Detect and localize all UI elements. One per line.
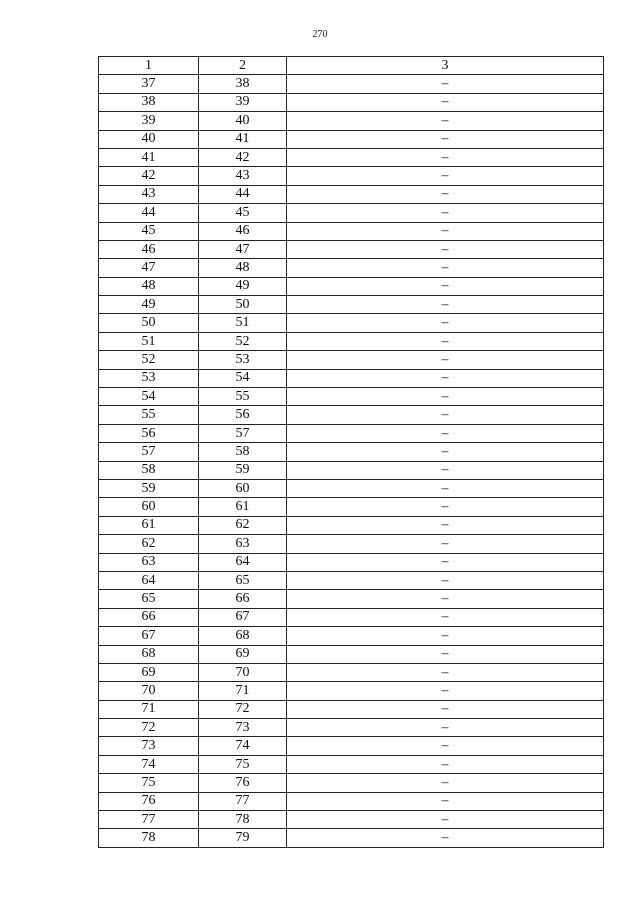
table-cell-col-2: 39 <box>199 93 287 111</box>
table-cell-col-3: – <box>287 792 604 810</box>
table-cell-col-3: – <box>287 351 604 369</box>
table-cell-col-2: 61 <box>199 498 287 516</box>
table-cell-col-1: 38 <box>99 93 199 111</box>
table-cell-col-2: 64 <box>199 553 287 571</box>
table-cell-col-3: – <box>287 185 604 203</box>
table-cell-col-1: 63 <box>99 553 199 571</box>
table-cell-col-2: 47 <box>199 240 287 258</box>
table-cell-col-3: – <box>287 222 604 240</box>
table-body <box>99 75 604 847</box>
table-row <box>99 553 604 571</box>
table-cell-col-2: 60 <box>199 479 287 497</box>
table-row <box>99 719 604 737</box>
table-cell-col-2: 65 <box>199 571 287 589</box>
table-header-row <box>99 57 604 75</box>
table-row <box>99 663 604 681</box>
table-cell-col-1: 52 <box>99 351 199 369</box>
table-cell-col-1: 48 <box>99 277 199 295</box>
table-row <box>99 700 604 718</box>
table-row <box>99 388 604 406</box>
table-row <box>99 222 604 240</box>
table-cell-col-1: 49 <box>99 296 199 314</box>
table-cell-col-2: 58 <box>199 443 287 461</box>
table-cell-col-3: – <box>287 516 604 534</box>
table-row <box>99 148 604 166</box>
table-cell-col-1: 42 <box>99 167 199 185</box>
table-cell-col-2: 67 <box>199 608 287 626</box>
table-cell-col-3: – <box>287 277 604 295</box>
table-cell-col-3: – <box>287 369 604 387</box>
table-cell-col-1: 72 <box>99 719 199 737</box>
table-cell-col-2: 69 <box>199 645 287 663</box>
table-cell-col-2: 42 <box>199 148 287 166</box>
table-cell-col-1: 56 <box>99 424 199 442</box>
table-cell-col-3: – <box>287 663 604 681</box>
table-cell-col-3: – <box>287 479 604 497</box>
table-row <box>99 185 604 203</box>
table-cell-col-1: 62 <box>99 535 199 553</box>
table-cell-col-2: 74 <box>199 737 287 755</box>
table-row <box>99 829 604 847</box>
table-cell-col-2: 70 <box>199 663 287 681</box>
table-row <box>99 571 604 589</box>
table-cell-col-3: – <box>287 829 604 847</box>
table-cell-col-3: – <box>287 571 604 589</box>
table-cell-col-3: – <box>287 535 604 553</box>
table-row <box>99 682 604 700</box>
table-row <box>99 130 604 148</box>
table-row <box>99 608 604 626</box>
table-row <box>99 535 604 553</box>
table-cell-col-1: 54 <box>99 388 199 406</box>
table-cell-col-3: – <box>287 240 604 258</box>
table-cell-col-1: 57 <box>99 443 199 461</box>
table-cell-col-2: 53 <box>199 351 287 369</box>
table-cell-col-3: – <box>287 682 604 700</box>
table-row <box>99 811 604 829</box>
table-cell-col-3: – <box>287 148 604 166</box>
table-cell-col-1: 60 <box>99 498 199 516</box>
table-row <box>99 424 604 442</box>
table-row <box>99 314 604 332</box>
table-cell-col-1: 65 <box>99 590 199 608</box>
table-cell-col-1: 39 <box>99 112 199 130</box>
table-cell-col-3: – <box>287 332 604 350</box>
table-cell-col-2: 77 <box>199 792 287 810</box>
table-cell-col-1: 47 <box>99 259 199 277</box>
table-cell-col-2: 48 <box>199 259 287 277</box>
table-row <box>99 792 604 810</box>
table-cell-col-2: 59 <box>199 461 287 479</box>
table-cell-col-1: 76 <box>99 792 199 810</box>
table-cell-col-3: – <box>287 204 604 222</box>
table-cell-col-1: 74 <box>99 755 199 773</box>
table-row <box>99 259 604 277</box>
table-cell-col-3: – <box>287 498 604 516</box>
table-cell-col-2: 79 <box>199 829 287 847</box>
table-cell-col-1: 77 <box>99 811 199 829</box>
table-cell-col-2: 49 <box>199 277 287 295</box>
table-cell-col-3: – <box>287 737 604 755</box>
table-cell-col-2: 56 <box>199 406 287 424</box>
table-row <box>99 755 604 773</box>
table-cell-col-3: – <box>287 627 604 645</box>
table-cell-col-1: 50 <box>99 314 199 332</box>
table-cell-col-2: 50 <box>199 296 287 314</box>
table-row <box>99 516 604 534</box>
table-cell-col-3: – <box>287 296 604 314</box>
table-row <box>99 498 604 516</box>
table-cell-col-2: 46 <box>199 222 287 240</box>
table-row <box>99 461 604 479</box>
table-cell-col-1: 75 <box>99 774 199 792</box>
table-cell-col-3: – <box>287 719 604 737</box>
column-header-1: 1 <box>99 57 199 75</box>
table-cell-col-3: – <box>287 553 604 571</box>
table-row <box>99 277 604 295</box>
table-cell-col-2: 44 <box>199 185 287 203</box>
table-cell-col-1: 71 <box>99 700 199 718</box>
column-header-3: 3 <box>287 57 604 75</box>
table-cell-col-3: – <box>287 167 604 185</box>
table-cell-col-2: 45 <box>199 204 287 222</box>
table-cell-col-3: – <box>287 406 604 424</box>
table-cell-col-3: – <box>287 130 604 148</box>
table-cell-col-1: 67 <box>99 627 199 645</box>
table-cell-col-1: 70 <box>99 682 199 700</box>
table-cell-col-1: 69 <box>99 663 199 681</box>
table-cell-col-2: 71 <box>199 682 287 700</box>
table-cell-col-3: – <box>287 811 604 829</box>
table-cell-col-2: 54 <box>199 369 287 387</box>
table-cell-col-1: 64 <box>99 571 199 589</box>
table-row <box>99 590 604 608</box>
table-cell-col-2: 78 <box>199 811 287 829</box>
table-cell-col-3: – <box>287 443 604 461</box>
table-cell-col-2: 52 <box>199 332 287 350</box>
table-cell-col-2: 40 <box>199 112 287 130</box>
table-row <box>99 443 604 461</box>
table-row <box>99 627 604 645</box>
table-cell-col-1: 61 <box>99 516 199 534</box>
table-cell-col-3: – <box>287 388 604 406</box>
table-cell-col-1: 41 <box>99 148 199 166</box>
table-cell-col-3: – <box>287 590 604 608</box>
table-cell-col-1: 59 <box>99 479 199 497</box>
table-cell-col-2: 51 <box>199 314 287 332</box>
table-cell-col-3: – <box>287 75 604 93</box>
table-cell-col-2: 43 <box>199 167 287 185</box>
table-cell-col-2: 55 <box>199 388 287 406</box>
table-cell-col-3: – <box>287 112 604 130</box>
table-cell-col-3: – <box>287 93 604 111</box>
table-cell-col-2: 57 <box>199 424 287 442</box>
table-cell-col-1: 68 <box>99 645 199 663</box>
table-cell-col-3: – <box>287 774 604 792</box>
table-cell-col-1: 45 <box>99 222 199 240</box>
table-row <box>99 167 604 185</box>
page-number: 270 <box>312 29 328 40</box>
table-cell-col-1: 46 <box>99 240 199 258</box>
table-cell-col-3: – <box>287 259 604 277</box>
table-cell-col-1: 55 <box>99 406 199 424</box>
table-row <box>99 112 604 130</box>
table-cell-col-2: 68 <box>199 627 287 645</box>
table-cell-col-1: 51 <box>99 332 199 350</box>
table-row <box>99 369 604 387</box>
table-row <box>99 332 604 350</box>
table-cell-col-2: 66 <box>199 590 287 608</box>
table-row <box>99 204 604 222</box>
table-row <box>99 406 604 424</box>
table-row <box>99 296 604 314</box>
table-cell-col-1: 53 <box>99 369 199 387</box>
table-cell-col-1: 37 <box>99 75 199 93</box>
table-cell-col-2: 62 <box>199 516 287 534</box>
table-cell-col-2: 63 <box>199 535 287 553</box>
table-cell-col-1: 66 <box>99 608 199 626</box>
table-row <box>99 75 604 93</box>
table-cell-col-3: – <box>287 755 604 773</box>
table-row <box>99 645 604 663</box>
table-cell-col-1: 73 <box>99 737 199 755</box>
table-row <box>99 351 604 369</box>
column-header-2: 2 <box>199 57 287 75</box>
table-cell-col-2: 41 <box>199 130 287 148</box>
table-cell-col-1: 44 <box>99 204 199 222</box>
table-cell-col-2: 75 <box>199 755 287 773</box>
table-cell-col-1: 58 <box>99 461 199 479</box>
table-cell-col-3: – <box>287 461 604 479</box>
table-cell-col-3: – <box>287 700 604 718</box>
table-row <box>99 774 604 792</box>
table-cell-col-2: 73 <box>199 719 287 737</box>
table-cell-col-2: 76 <box>199 774 287 792</box>
table-cell-col-3: – <box>287 424 604 442</box>
table-cell-col-1: 78 <box>99 829 199 847</box>
table-row <box>99 240 604 258</box>
table-row <box>99 93 604 111</box>
table-cell-col-2: 72 <box>199 700 287 718</box>
table-cell-col-3: – <box>287 608 604 626</box>
table-cell-col-3: – <box>287 314 604 332</box>
table-cell-col-3: – <box>287 645 604 663</box>
table-row <box>99 479 604 497</box>
table-cell-col-1: 40 <box>99 130 199 148</box>
table-row <box>99 737 604 755</box>
table-cell-col-1: 43 <box>99 185 199 203</box>
data-table <box>98 56 604 848</box>
table-cell-col-2: 38 <box>199 75 287 93</box>
